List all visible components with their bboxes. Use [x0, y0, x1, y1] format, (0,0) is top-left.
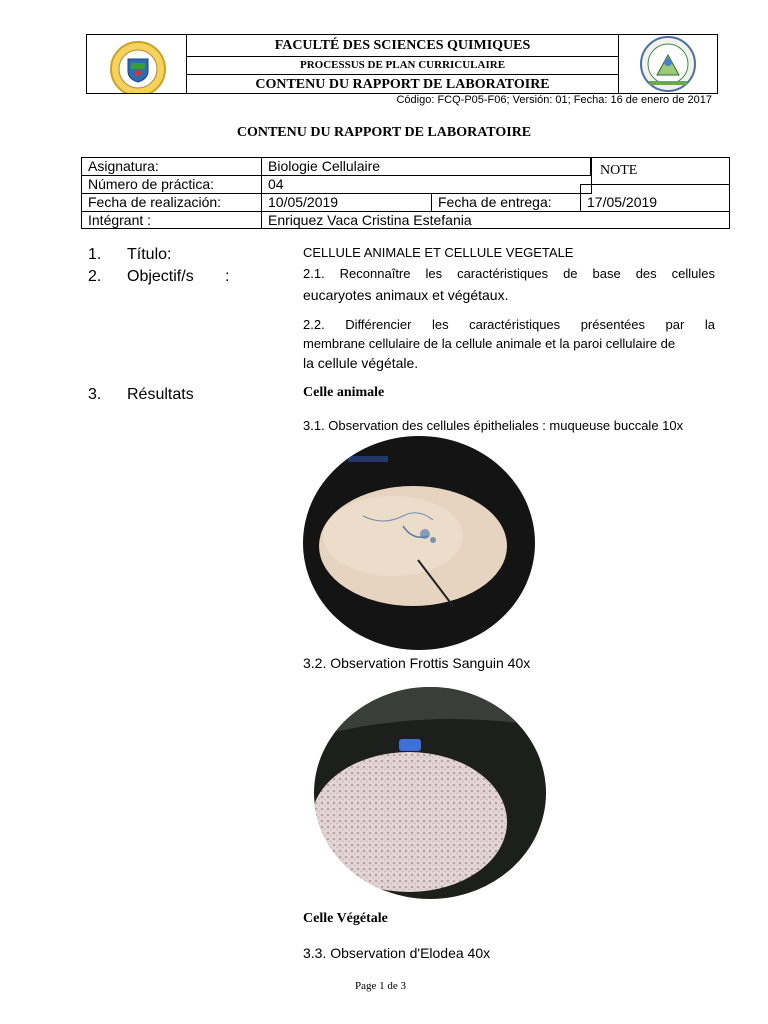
micrograph-blood-smear — [314, 687, 546, 899]
section-number-1: 1. — [88, 246, 102, 263]
objective-1-line-2: eucaryotes animaux et végétaux. — [303, 287, 509, 303]
process-title: PROCESSUS DE PLAN CURRICULAIRE — [187, 57, 618, 75]
objective-2-line-3: la cellule végétale. — [303, 355, 419, 371]
report-title: CONTENU DU RAPPORT DE LABORATOIRE — [255, 77, 550, 92]
asignatura-label: Asignatura: — [81, 157, 262, 176]
faculty-seal-logo — [619, 35, 717, 93]
observation-2-caption: 3.2. Observation Frottis Sanguin 40x — [303, 655, 531, 671]
objective-2-line-1: 2.2. Différencier les caractéristiques présentées par la — [303, 317, 715, 332]
celle-vegetale-heading: Celle Végétale — [303, 911, 388, 926]
observation-3-caption: 3.3. Observation d'Elodea 40x — [303, 945, 491, 961]
faculty-title: FACULTÉ DES SCIENCES QUIMIQUES — [187, 35, 618, 57]
objective-1-line-1: 2.1. Reconnaître les caractéristiques de base des cellules — [303, 266, 715, 281]
observation-1-caption: 3.1. Observation des cellules épitheliales : muqueuse buccale 10x — [303, 418, 684, 433]
section-number-3: 3. — [88, 386, 102, 403]
section-number-2: 2. — [88, 268, 102, 285]
integrant-label: Intégrant : — [81, 211, 262, 229]
practica-label: Número de práctica: — [81, 175, 262, 194]
entrega-value: 17/05/2019 — [580, 184, 730, 212]
resultats-label: Résultats — [127, 386, 194, 403]
logo-cell-right — [618, 35, 717, 93]
info-table — [81, 157, 730, 229]
integrant-value: Enriquez Vaca Cristina Estefania — [261, 211, 730, 229]
page-number: Page 1 de 3 — [355, 980, 407, 992]
objectif-label: Objectif/s — [127, 268, 194, 285]
realizacion-label: Fecha de realización: — [81, 193, 262, 212]
document-title: CONTENU DU RAPPORT DE LABORATOIRE — [236, 125, 532, 140]
entrega-label: Fecha de entrega: — [431, 193, 581, 212]
micrograph-epithelial-cells — [303, 436, 535, 650]
objectif-colon: : — [225, 268, 230, 285]
document-header — [86, 34, 718, 94]
objective-2-line-2: membrane cellulaire de la cellule animale et la paroi cellulaire de — [303, 336, 676, 351]
practica-value: 04 — [261, 175, 592, 194]
titulo-label: Título: — [127, 246, 172, 263]
university-seal-logo — [87, 35, 186, 93]
note-label: NOTE — [591, 157, 730, 185]
realizacion-value: 10/05/2019 — [261, 193, 432, 212]
titulo-value: CELLULE ANIMALE ET CELLULE VEGETALE — [303, 245, 574, 260]
header-titles — [187, 35, 618, 93]
celle-animale-heading: Celle animale — [303, 385, 385, 400]
document-code: Código: FCQ-P05-F06; Versión: 01; Fecha: 16 de enero de 2017 — [396, 94, 712, 106]
asignatura-value: Biologie Cellulaire — [261, 157, 591, 176]
logo-cell-left — [87, 35, 187, 93]
